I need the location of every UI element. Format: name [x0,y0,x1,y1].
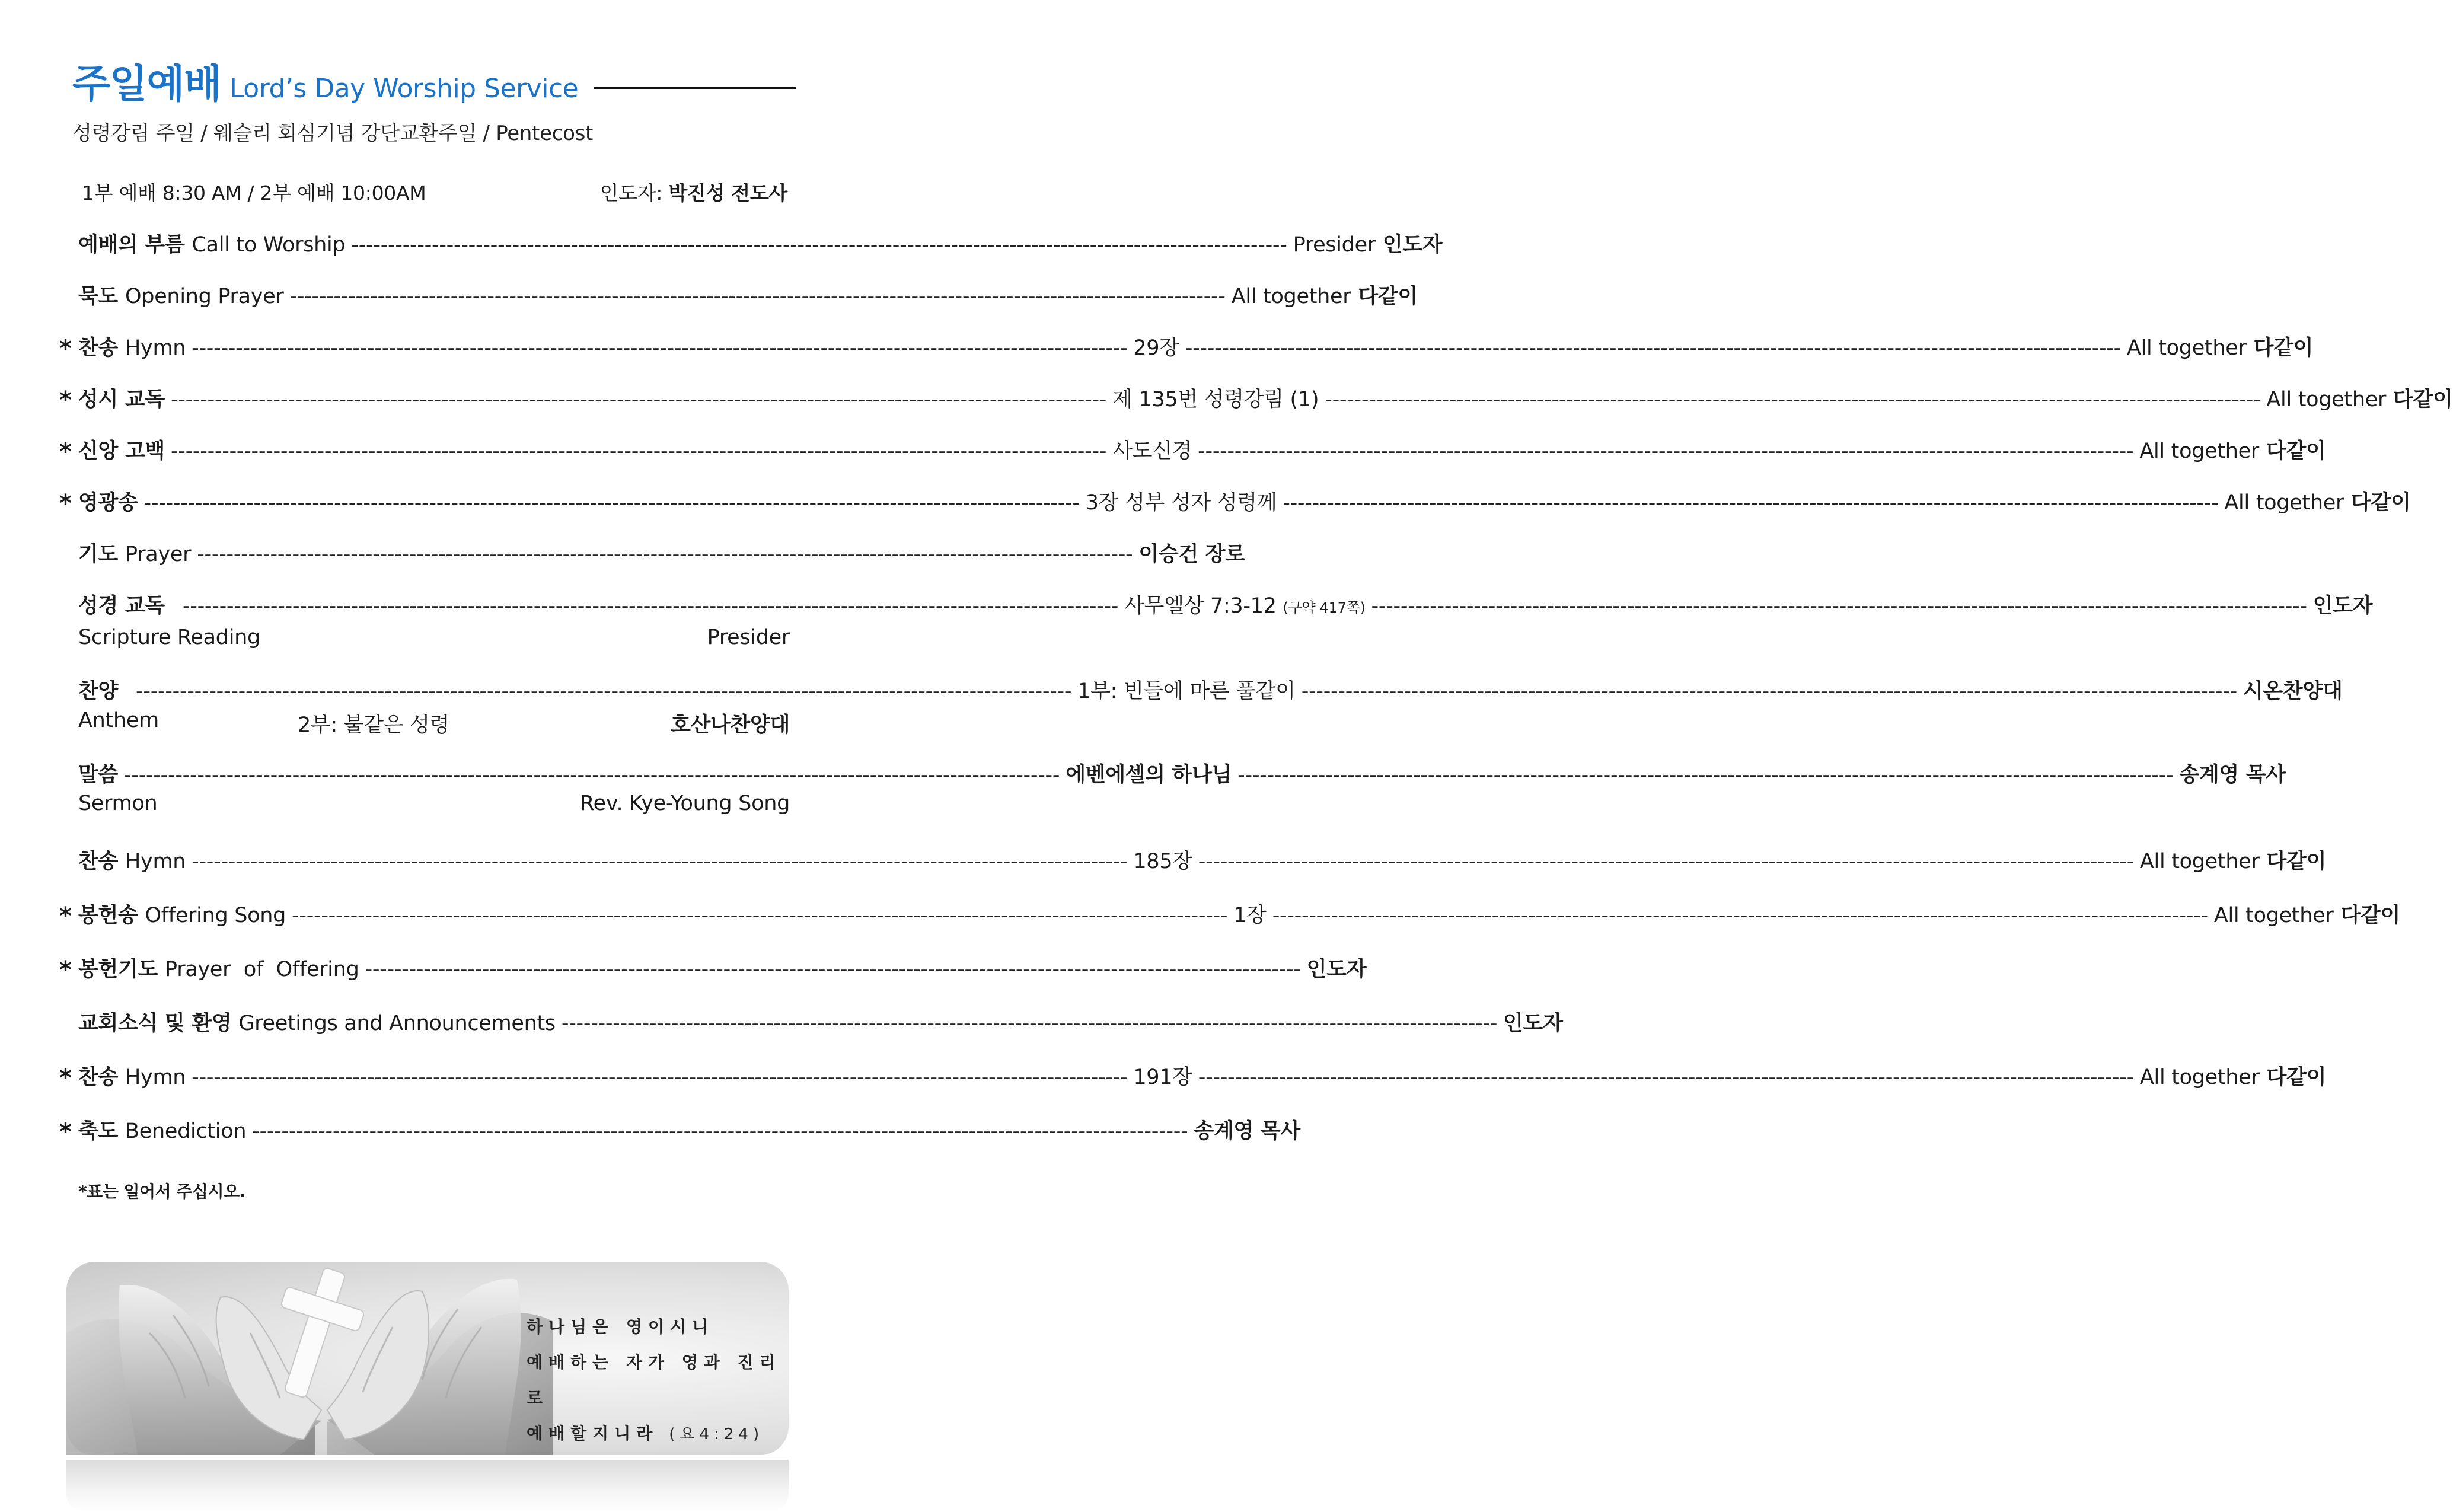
order-item [59,899,2401,930]
order-item [78,280,1418,310]
order-item [59,1115,1300,1146]
item-who-en: Presider [707,626,790,649]
verse-line-3-text: 예배할지니라 [527,1424,659,1443]
dash-leader: -------------------------------------------------------------------------------------------------------------------------------- [1371,594,2307,618]
dash-leader: -------------------------------------------------------------------------------------------------------------------------------- [170,439,1107,463]
scripture-passage [1124,589,1365,619]
dash-leader: -------------------------------------------------------------------------------------------------------------------------------- [1198,1066,2134,1089]
dash-leader: -------------------------------------------------------------------------------------------------------------------------------- [197,543,1133,566]
item-title-en: Offering Song [145,904,286,927]
item-who-ko: 송계영 목사 [1194,1119,1300,1143]
dash-leader: -------------------------------------------------------------------------------------------------------------------------------- [351,233,1287,257]
order-item [78,845,2327,875]
title-row [72,52,796,109]
item-who-en: All together [2126,336,2247,360]
standing-mark: * [59,1064,72,1092]
item-title-en: Prayer [125,543,192,566]
dash-leader: -------------------------------------------------------------------------------------------------------------------------------- [170,388,1107,412]
order-item [59,383,2453,414]
item-title-ko: 축도 [78,1119,119,1143]
item-title-ko: 교회소식 및 환영 [78,1012,232,1035]
item-title-en: Benediction [125,1119,247,1143]
item-title-ko: 성시 교독 [78,388,165,412]
item-who-en: All together [2213,904,2334,927]
scripture-page: (구약 417쪽) [1283,599,1366,616]
item-title-en: Call to Worship [192,233,346,257]
item-detail: 191장 [1133,1066,1192,1089]
item-title-ko: 영광송 [78,491,138,515]
item-title-ko: 기도 [78,543,119,566]
verse-reference: (요4:24) [669,1425,764,1443]
item-title-ko: 찬송 [78,1066,119,1089]
item-who-ko: 다같이 [2351,491,2411,515]
item-title-ko: 봉헌기도 [78,958,158,981]
leader-label: 인도자: [599,181,669,205]
verse-line-1: 하나님은 영이시니 [527,1317,714,1336]
order-item [78,1007,1563,1036]
item-title-en: Opening Prayer [125,285,284,308]
scripture-reading [78,589,2373,619]
item-who-ko: 다같이 [1358,285,1418,308]
item-title-ko: 찬양 [78,680,119,703]
choir-first-service: 시온찬양대 [2243,680,2343,703]
anthem-second-service: 2부: 불같은 성령 [298,713,450,737]
item-who-ko: 이승건 장로 [1138,543,1245,566]
item-who-ko: 다같이 [2340,904,2401,927]
item-title-ko: 봉헌송 [78,904,138,927]
standing-mark: * [59,335,72,362]
item-who-ko: 다같이 [2266,1066,2327,1089]
leader-name: 박진성 전도사 [668,181,787,205]
dash-leader: -------------------------------------------------------------------------------------------------------------------------------- [192,850,1128,873]
dash-leader: -------------------------------------------------------------------------------------------------------------------------------- [192,1066,1128,1089]
order-item [59,1061,2327,1092]
dash-leader: -------------------------------------------------------------------------------------------------------------------------------- [561,1012,1498,1035]
order-item [59,486,2411,517]
preacher: 송계영 목사 [2179,763,2286,787]
dash-leader: -------------------------------------------------------------------------------------------------------------------------------- [1272,904,2208,927]
item-who-en: All together [2139,850,2260,873]
item-title-ko: 예배의 부름 [78,233,185,257]
item-title-ko: 찬송 [78,336,119,360]
item-who-ko: 인도자 [1503,1012,1563,1035]
item-who-ko: 다같이 [2266,850,2327,873]
item-title-ko: 성경 교독 [78,594,165,618]
item-title-en: Scripture Reading [78,626,260,649]
service-schedule: 1부 예배 8:30 AM / 2부 예배 10:00AM [82,181,426,205]
service-times [82,178,787,206]
dash-leader: -------------------------------------------------------------------------------------------------------------------------------- [1237,763,2174,787]
item-detail: 185장 [1133,850,1192,873]
item-who-en: All together [2139,1066,2260,1089]
item-title-en: Anthem [78,709,159,732]
standing-mark: * [59,490,72,517]
order-item [59,331,2314,362]
standing-note: *표는 일어서 주십시오. [78,1182,245,1201]
header [72,52,796,146]
item-detail: 1장 [1233,904,1267,927]
item-who-ko: 인도자 [2312,594,2373,618]
title-korean: 주일예배 [72,61,222,107]
sermon-title: 에벤에셀의 하나님 [1066,763,1232,787]
item-detail: 29장 [1133,336,1179,360]
item-who-ko: 다같이 [2253,336,2314,360]
item-who-en: All together [2224,491,2344,515]
dash-leader: -------------------------------------------------------------------------------------------------------------------------------- [192,336,1128,360]
item-title-ko: 신앙 고백 [78,439,165,463]
standing-mark: * [59,438,72,465]
dash-leader: -------------------------------------------------------------------------------------------------------------------------------- [1185,336,2121,360]
item-who-en: All together [1231,285,1351,308]
order-item [78,538,1245,567]
standing-mark: * [59,387,72,414]
standing-mark: * [59,1118,72,1146]
leader [600,178,787,206]
dash-leader: -------------------------------------------------------------------------------------------------------------------------------- [289,285,1226,308]
dash-leader: -------------------------------------------------------------------------------------------------------------------------------- [1198,850,2134,873]
item-title-ko: 묵도 [78,285,119,308]
item-who-en: All together [2139,439,2259,463]
subtitle: 성령강림 주일 / 웨슬리 회심기념 강단교환주일 / Pentecost [72,122,594,145]
order-item [59,435,2326,465]
item-title-en: Hymn [125,336,186,360]
dash-leader: -------------------------------------------------------------------------------------------------------------------------------- [143,491,1080,515]
order-item [78,228,1443,258]
bible-verse [527,1309,789,1452]
item-detail: 3장 성부 성자 성령께 [1085,491,1277,515]
dash-leader: -------------------------------------------------------------------------------------------------------------------------------- [1325,388,2261,412]
dash-leader: -------------------------------------------------------------------------------------------------------------------------------- [1301,680,2237,703]
anthem [78,675,2343,704]
dash-leader: -------------------------------------------------------------------------------------------------------------------------------- [124,763,1060,787]
item-who-ko: 다같이 [2393,388,2453,412]
sermon [78,758,2286,788]
dash-leader: -------------------------------------------------------------------------------------------------------------------------------- [1283,491,2219,515]
anthem-first-service: 1부: 빈들에 마른 풀같이 [1077,680,1296,703]
item-title-en: Hymn [125,850,186,873]
item-who-ko: 다같이 [2266,439,2326,463]
dash-leader: -------------------------------------------------------------------------------------------------------------------------------- [292,904,1228,927]
item-title-ko: 말씀 [78,763,119,787]
item-title-en: Greetings and Announcements [238,1012,556,1035]
title-english: Lord’s Day Worship Service [229,74,579,104]
dash-leader: -------------------------------------------------------------------------------------------------------------------------------- [136,680,1072,703]
item-title-en: Hymn [125,1066,186,1089]
dash-leader: -------------------------------------------------------------------------------------------------------------------------------- [365,958,1301,981]
item-title-en: Sermon [78,792,158,815]
standing-mark: * [59,956,72,984]
item-who-ko: 인도자 [1382,233,1443,257]
item-who-en: Presider [1293,233,1376,257]
order-item [59,953,1367,984]
choir-second-service: 호산나찬양대 [670,713,790,737]
dash-leader: -------------------------------------------------------------------------------------------------------------------------------- [182,594,1119,618]
preacher-en: Rev. Kye-Young Song [580,792,790,815]
standing-mark: * [59,902,72,930]
item-title-en: Prayer of Offering [165,958,359,981]
item-title-ko: 찬송 [78,850,119,873]
item-detail: 사도신경 [1112,439,1192,463]
dash-leader: -------------------------------------------------------------------------------------------------------------------------------- [252,1119,1188,1143]
item-who-ko: 인도자 [1306,958,1367,981]
verse-banner [66,1262,789,1455]
scripture-ref: 사무엘상 7:3-12 [1124,594,1277,618]
title-rule [594,87,796,89]
banner-reflection [66,1460,789,1512]
dash-leader: -------------------------------------------------------------------------------------------------------------------------------- [1198,439,2134,463]
item-detail: 제 135번 성령강림 (1) [1112,388,1319,412]
item-who-en: All together [2266,388,2387,412]
verse-line-2: 예배하는 자가 영과 진리로 [527,1352,781,1408]
verse-line-3 [527,1416,789,1452]
